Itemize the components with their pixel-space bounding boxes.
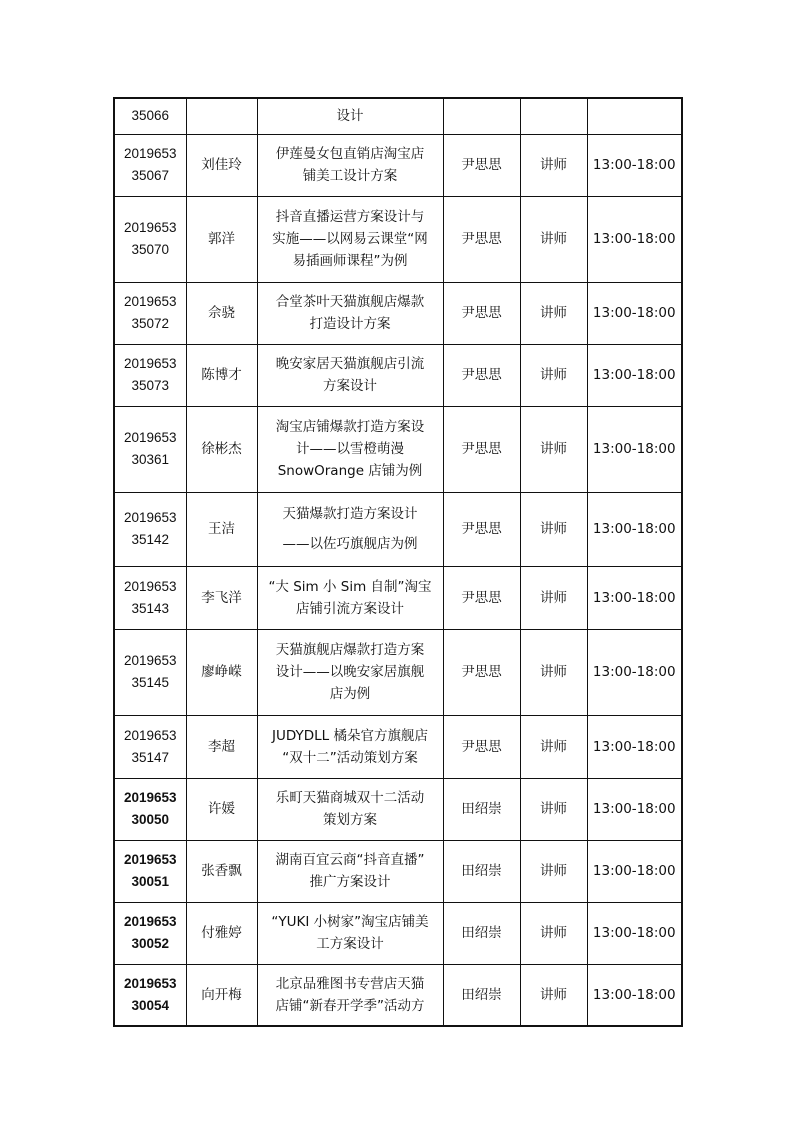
time-cell: 13:00-18:00 [587,964,682,1026]
student-name-cell: 刘佳玲 [186,134,257,196]
student-name-cell: 向开梅 [186,964,257,1026]
advisor-cell: 田绍崇 [443,778,520,840]
schedule-table [113,97,683,1027]
time-cell: 13:00-18:00 [587,840,682,902]
student-id-cell: 2019653 30050 [114,778,186,840]
advisor-title-cell: 讲师 [520,715,587,778]
student-name-cell: 佘骁 [186,282,257,344]
table-row [114,406,682,492]
student-id-cell: 2019653 30051 [114,840,186,902]
time-cell: 13:00-18:00 [587,196,682,282]
student-id-cell: 35066 [114,98,186,134]
thesis-title-cell: 合堂茶叶天猫旗舰店爆款 打造设计方案 [257,282,443,344]
table-row [114,196,682,282]
advisor-cell: 尹思思 [443,134,520,196]
advisor-cell: 尹思思 [443,406,520,492]
advisor-title-cell [520,98,587,134]
advisor-title-cell: 讲师 [520,282,587,344]
table-row [114,902,682,964]
student-name-cell: 王洁 [186,492,257,566]
advisor-title-cell: 讲师 [520,566,587,629]
advisor-title-cell: 讲师 [520,629,587,715]
student-id-cell: 2019653 35073 [114,344,186,406]
thesis-title-cell: “大 Sim 小 Sim 自制”淘宝 店铺引流方案设计 [257,566,443,629]
advisor-title-cell: 讲师 [520,778,587,840]
student-name-cell: 徐彬杰 [186,406,257,492]
advisor-cell: 尹思思 [443,715,520,778]
time-cell: 13:00-18:00 [587,344,682,406]
student-id-cell: 2019653 35067 [114,134,186,196]
table-row [114,964,682,1026]
advisor-cell: 尹思思 [443,282,520,344]
advisor-title-cell: 讲师 [520,902,587,964]
student-name-cell: 李飞洋 [186,566,257,629]
time-cell: 13:00-18:00 [587,492,682,566]
time-cell: 13:00-18:00 [587,778,682,840]
student-name-cell: 许媛 [186,778,257,840]
thesis-title-cell: 北京品雅图书专营店天猫 店铺“新春开学季”活动方 [257,964,443,1026]
table-row [114,98,682,134]
student-name-cell: 付雅婷 [186,902,257,964]
student-id-cell: 2019653 30361 [114,406,186,492]
thesis-title-cell: 抖音直播运营方案设计与 实施——以网易云课堂“网 易插画师课程”为例 [257,196,443,282]
student-name-cell [186,98,257,134]
time-cell [587,98,682,134]
student-name-cell: 陈博才 [186,344,257,406]
thesis-title-cell: 湖南百宜云商“抖音直播” 推广方案设计 [257,840,443,902]
advisor-cell [443,98,520,134]
thesis-title-cell: “YUKI 小树家”淘宝店铺美 工方案设计 [257,902,443,964]
thesis-title-cell: JUDYDLL 橘朵官方旗舰店 “双十二”活动策划方案 [257,715,443,778]
advisor-title-cell: 讲师 [520,406,587,492]
advisor-cell: 尹思思 [443,629,520,715]
table-row [114,134,682,196]
student-id-cell: 2019653 35070 [114,196,186,282]
table-row [114,715,682,778]
advisor-cell: 田绍崇 [443,964,520,1026]
student-id-cell: 2019653 35142 [114,492,186,566]
advisor-title-cell: 讲师 [520,492,587,566]
student-id-cell: 2019653 35147 [114,715,186,778]
thesis-title-cell: 晚安家居天猫旗舰店引流 方案设计 [257,344,443,406]
student-name-cell: 李超 [186,715,257,778]
student-name-cell: 郭洋 [186,196,257,282]
table-row [114,566,682,629]
time-cell: 13:00-18:00 [587,406,682,492]
thesis-title-cell: 设计 [257,98,443,134]
student-id-cell: 2019653 35072 [114,282,186,344]
student-id-cell: 2019653 30054 [114,964,186,1026]
advisor-title-cell: 讲师 [520,344,587,406]
table-row [114,282,682,344]
table-row [114,492,682,566]
time-cell: 13:00-18:00 [587,134,682,196]
thesis-title-cell: 乐町天猫商城双十二活动 策划方案 [257,778,443,840]
advisor-title-cell: 讲师 [520,134,587,196]
table-row [114,840,682,902]
time-cell: 13:00-18:00 [587,566,682,629]
advisor-title-cell: 讲师 [520,964,587,1026]
student-name-cell: 张香飘 [186,840,257,902]
student-id-cell: 2019653 30052 [114,902,186,964]
time-cell: 13:00-18:00 [587,629,682,715]
time-cell: 13:00-18:00 [587,902,682,964]
advisor-cell: 尹思思 [443,566,520,629]
time-cell: 13:00-18:00 [587,715,682,778]
table-row [114,344,682,406]
advisor-cell: 田绍崇 [443,840,520,902]
table-row [114,778,682,840]
advisor-cell: 尹思思 [443,492,520,566]
advisor-cell: 田绍崇 [443,902,520,964]
advisor-title-cell: 讲师 [520,196,587,282]
thesis-title-cell: 天猫爆款打造方案设计 ——以佐巧旗舰店为例 [257,492,443,566]
thesis-title-cell: 天猫旗舰店爆款打造方案 设计——以晚安家居旗舰 店为例 [257,629,443,715]
advisor-cell: 尹思思 [443,196,520,282]
student-id-cell: 2019653 35145 [114,629,186,715]
thesis-title-cell: 伊莲曼女包直销店淘宝店 铺美工设计方案 [257,134,443,196]
student-name-cell: 廖峥嵘 [186,629,257,715]
time-cell: 13:00-18:00 [587,282,682,344]
student-id-cell: 2019653 35143 [114,566,186,629]
advisor-cell: 尹思思 [443,344,520,406]
thesis-title-cell: 淘宝店铺爆款打造方案设 计——以雪橙萌漫 SnowOrange 店铺为例 [257,406,443,492]
schedule-table-body [114,98,682,1026]
advisor-title-cell: 讲师 [520,840,587,902]
table-row [114,629,682,715]
